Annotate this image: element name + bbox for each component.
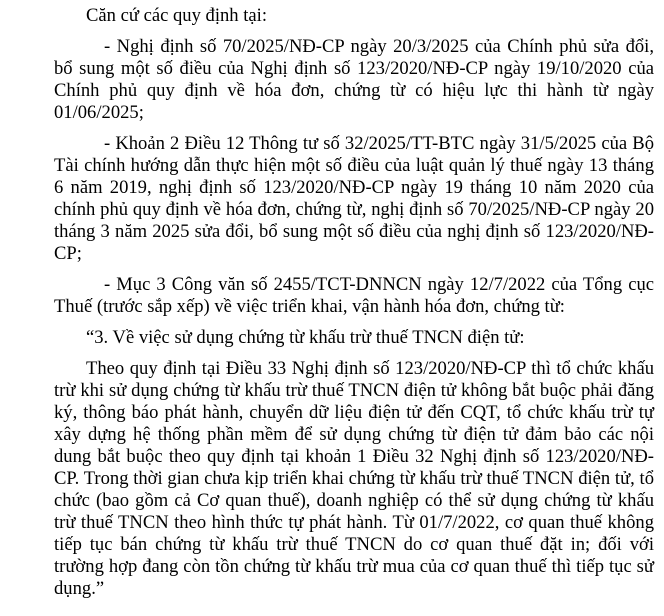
quote-heading: “3. Về việc sử dụng chứng từ khấu trừ thuế TNCN điện tử: — [86, 327, 525, 348]
legal-basis-item-official-letter-2455: - Mục 3 Công văn số 2455/TCT-DNNCN ngày 12/7/2022 của Tổng cục Thuế (trước sắp xếp) về việc triển khai, vận hành hóa đơn, chứng từ: — [54, 274, 654, 317]
legal-basis-item-circular-32: - Khoản 2 Điều 12 Thông tư số 32/2025/TT-BTC ngày 31/5/2025 của Bộ Tài chính hướng dẫn thực hiện một số điều của luật quản lý thuế ngày 13 tháng 6 năm 2019, nghị định số 123/2020/NĐ-CP ngày 19 tháng 10 năm 2020 của chính phủ quy định về hóa đơn, chứng từ, nghị định số 70/2025/NĐ-CP ngày 20 tháng 3 năm 2025 sửa đổi, bổ sung một số điều của nghị định số 123/2020/NĐ-CP; — [54, 133, 654, 264]
quote-body: Theo quy định tại Điều 33 Nghị định số 123/2020/NĐ-CP thì tổ chức khấu trừ khi sử dụng chứng từ khấu trừ thuế TNCN điện tử không bắt buộc phải đăng ký, thông báo phát hành, chuyển dữ liệu điện tử đến CQT, tổ chức khấu trừ tự xây dựng hệ thống phần mềm để sử dụng chứng từ điện tử đảm bảo các nội dung bắt buộc theo quy định tại khoản 1 Điều 32 Nghị định số 123/2020/NĐ-CP. Trong thời gian chưa kịp triển khai chứng từ khấu trừ thuế TNCN điện tử, tổ chức (bao gồm cả Cơ quan thuế), doanh nghiệp có thể sử dụng chứng từ khấu trừ thuế TNCN theo hình thức tự phát hành. Từ 01/7/2022, cơ quan thuế không tiếp tục bán chứng từ khấu trừ thuế TNCN do cơ quan thuế đặt in; đối với trường hợp đang còn tồn chứng từ khấu trừ mua của cơ quan thuế thì tiếp tục sử dụng.” — [54, 358, 654, 599]
legal-basis-item-decree-70: - Nghị định số 70/2025/NĐ-CP ngày 20/3/2025 của Chính phủ sửa đổi, bổ sung một số điều của Nghị định số 123/2020/NĐ-CP ngày 19/10/2020 của Chính phủ quy định về hóa đơn, chứng từ có hiệu lực thi hành từ ngày 01/06/2025; — [54, 36, 654, 123]
basis-heading: Căn cứ các quy định tại: — [86, 5, 267, 26]
